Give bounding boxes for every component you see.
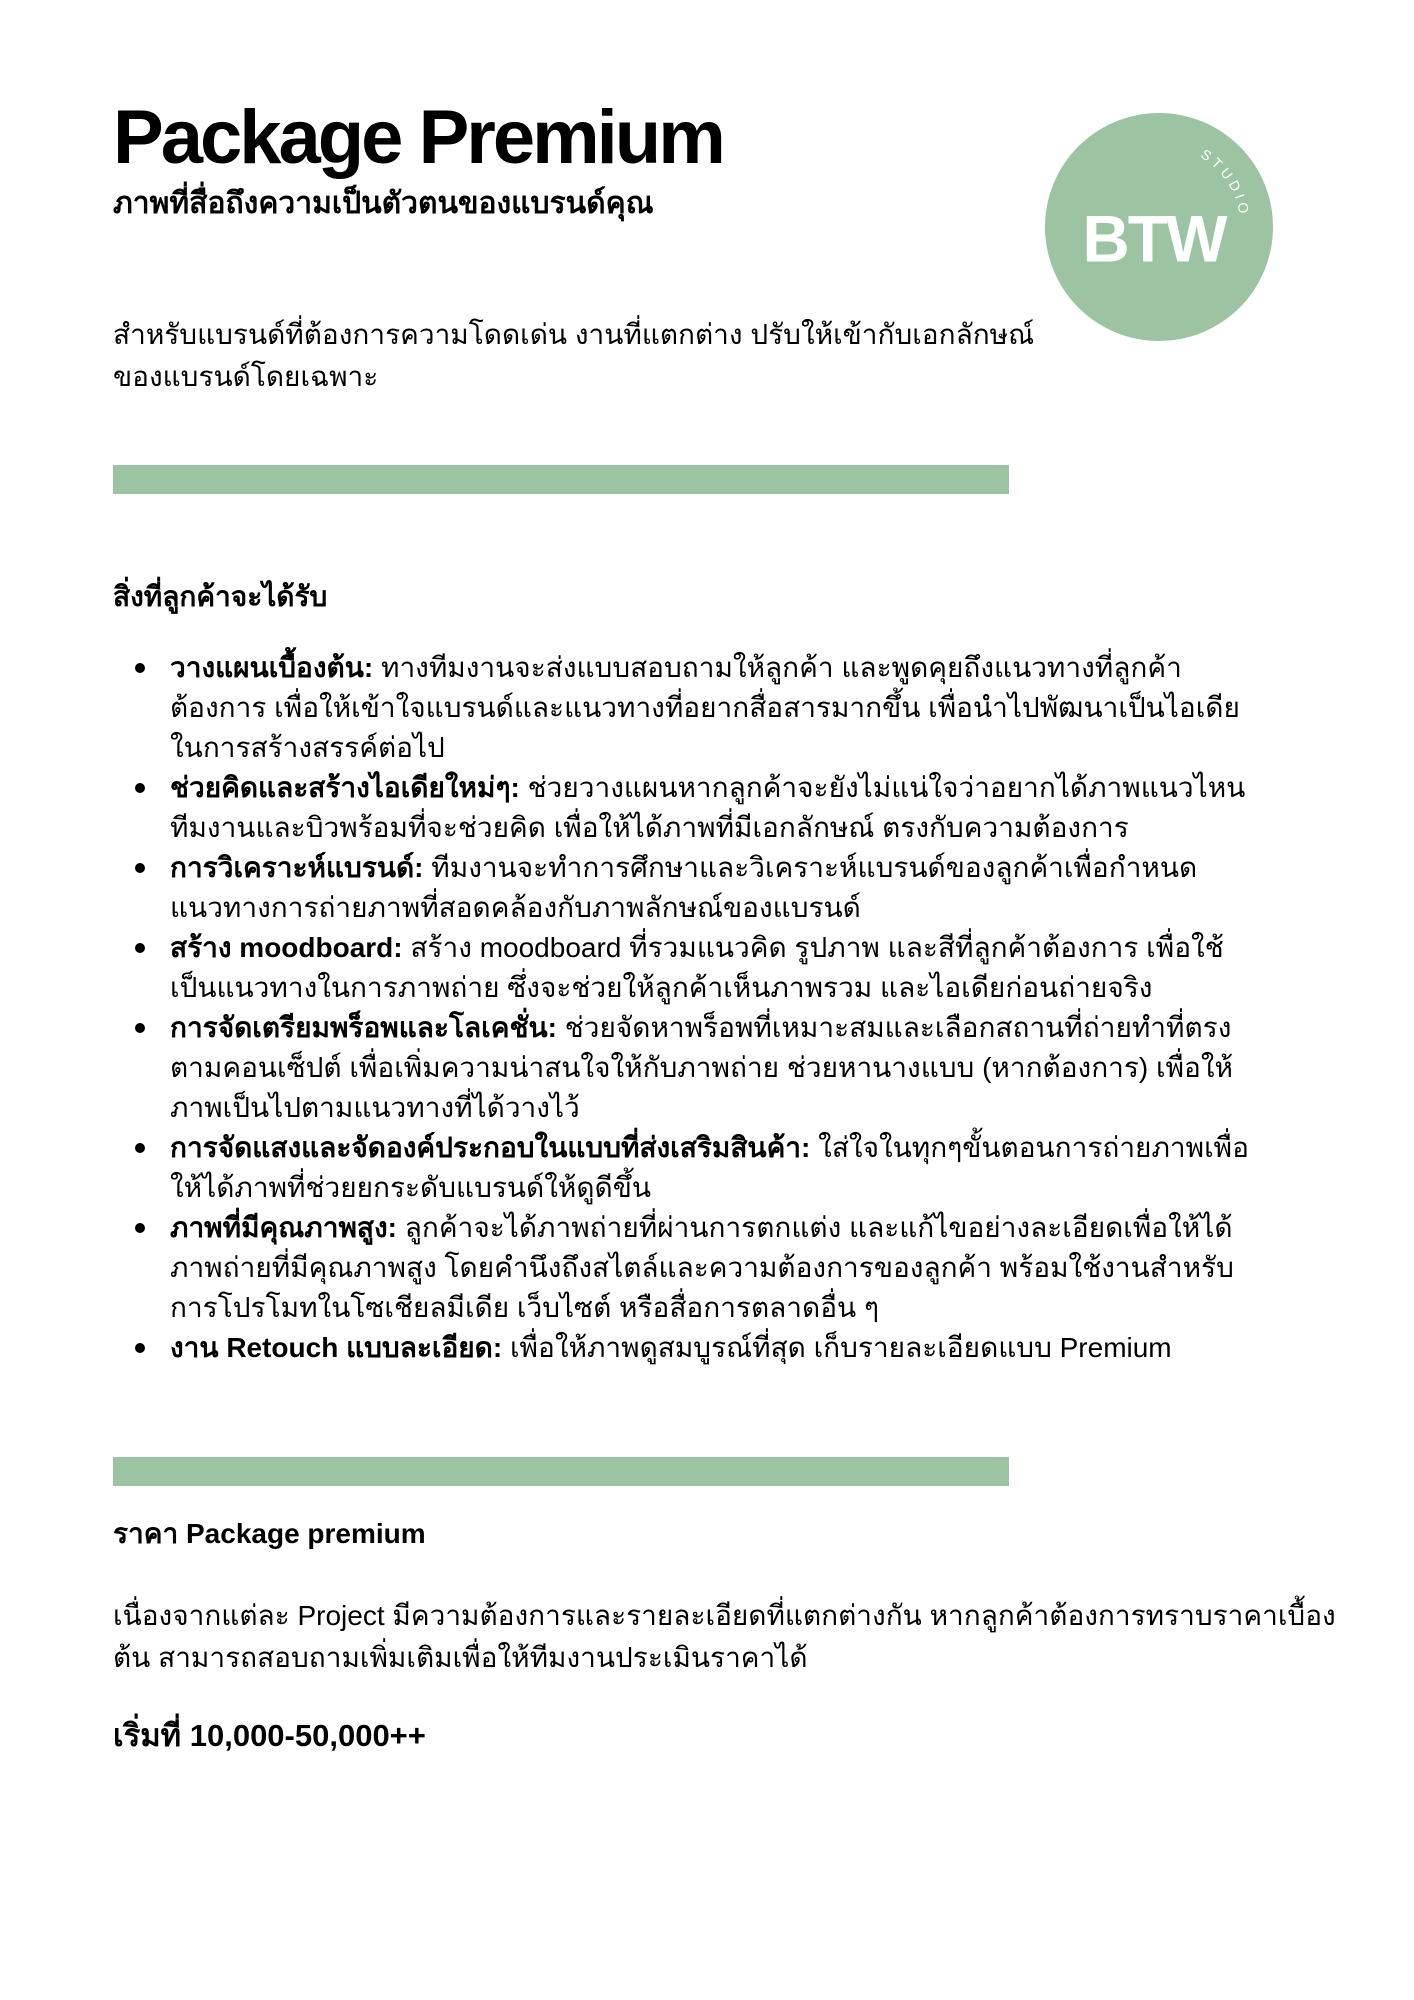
benefits-heading: สิ่งที่ลูกค้าจะได้รับ — [113, 581, 328, 612]
bullet-icon — [135, 663, 145, 673]
benefit-lead: สร้าง moodboard: — [170, 932, 403, 963]
list-item — [113, 928, 1263, 1008]
divider-bar-top — [113, 465, 1009, 494]
logo-monogram: BTW — [1082, 202, 1226, 276]
benefit-text: ใส่ใจในทุกๆขั้นตอนการถ่ายภาพเพื่อให้ได้ภาพที่ช่วยยกระดับแบรนด์ให้ดูดีขึ้น — [170, 1132, 1249, 1203]
bullet-icon — [135, 943, 145, 953]
list-item — [113, 1208, 1263, 1328]
benefit-lead: งาน Retouch แบบละเอียด: — [170, 1332, 503, 1363]
bullet-icon — [135, 1223, 145, 1233]
benefit-text: เพื่อให้ภาพดูสมบูรณ์ที่สุด เก็บรายละเอียดแบบ Premium — [509, 1332, 1172, 1363]
bullet-icon — [135, 863, 145, 873]
benefit-lead: ช่วยคิดและสร้างไอเดียใหม่ๆ: — [170, 772, 520, 803]
benefit-text: ทางทีมงานจะส่งแบบสอบถามให้ลูกค้า และพูดคุยถึงแนวทางที่ลูกค้าต้องการ เพื่อให้เข้าใจแบรนด์และแนวทางที่อยากสื่อสารมากขึ้น เพื่อนำไปพัฒนาเป็นไอเดียในการสร้างสรรค์ต่อไป — [170, 652, 1240, 763]
list-item — [113, 1328, 1263, 1368]
benefit-text: ลูกค้าจะได้ภาพถ่ายที่ผ่านการตกแต่ง และแก้ไขอย่างละเอียดเพื่อให้ได้ภาพถ่ายที่มีคุณภาพสูง โดยคำนึงถึงสไตล์และความต้องการของลูกค้า พร้อมใช้งานสำหรับการโปรโมทในโซเชียลมีเดีย เว็บไซต์ หรือสื่อการตลาดอื่น ๆ — [170, 1212, 1234, 1323]
divider-bar-bottom — [113, 1457, 1009, 1486]
list-item — [113, 1008, 1263, 1128]
benefit-lead: ภาพที่มีคุณภาพสูง: — [170, 1212, 397, 1243]
benefit-text: สร้าง moodboard ที่รวมแนวคิด รูปภาพ และสีที่ลูกค้าต้องการ เพื่อใช้เป็นแนวทางในการภาพถ่าย ซึ่งจะช่วยให้ลูกค้าเห็นภาพรวม และไอเดียก่อนถ่ายจริง — [170, 932, 1224, 1003]
pricing-body: เนื่องจากแต่ละ Project มีความต้องการและรายละเอียดที่แตกต่างกัน หากลูกค้าต้องการทราบราคาเบื้องต้น สามารถสอบถามเพิ่มเติมเพื่อให้ทีมงานประเมินราคาได้ — [113, 1600, 1336, 1673]
logo-arc-label: STUDIO — [1198, 145, 1254, 219]
benefit-text: ทีมงานจะทำการศึกษาและวิเคราะห์แบรนด์ของลูกค้าเพื่อกำหนดแนวทางการถ่ายภาพที่สอดคล้องกับภาพลักษณ์ของแบรนด์ — [170, 852, 1198, 923]
benefit-lead: การวิเคราะห์แบรนด์: — [170, 852, 424, 883]
pricing-heading: ราคา Package premium — [113, 1518, 426, 1549]
bullet-icon — [135, 1023, 145, 1033]
benefit-text: ช่วยจัดหาพร็อพที่เหมาะสมและเลือกสถานที่ถ่ายทำที่ตรงตามคอนเซ็ปต์ เพื่อเพิ่มความน่าสนใจให้กับภาพถ่าย ช่วยหานางแบบ (หากต้องการ) เพื่อให้ภาพเป็นไปตามแนวทางที่ได้วางไว้ — [170, 1012, 1233, 1123]
list-item — [113, 768, 1263, 848]
list-item — [113, 648, 1263, 768]
benefits-list — [113, 648, 1263, 1368]
btw-studio-logo — [1045, 113, 1273, 341]
benefit-lead: การจัดแสงและจัดองค์ประกอบในแบบที่ส่งเสริมสินค้า: — [170, 1132, 811, 1163]
list-item — [113, 848, 1263, 928]
btw-studio-logo-graphic — [1045, 113, 1273, 341]
benefit-lead: วางแผนเบื้องต้น: — [170, 652, 374, 683]
bullet-icon — [135, 1143, 145, 1153]
list-item — [113, 1128, 1263, 1208]
page-title: Package Premium — [113, 95, 723, 180]
benefit-lead: การจัดเตรียมพร็อพและโลเคชั่น: — [170, 1012, 557, 1043]
price-range: เริ่มที่ 10,000-50,000++ — [113, 1718, 426, 1753]
benefit-text: ช่วยวางแผนหากลูกค้าจะยังไม่แน่ใจว่าอยากได้ภาพแนวไหน ทีมงานและบิวพร้อมที่จะช่วยคิด เพื่อให้ได้ภาพที่มีเอกลักษณ์ ตรงกับความต้องการ — [170, 772, 1246, 843]
bullet-icon — [135, 783, 145, 793]
intro-paragraph: สำหรับแบรนด์ที่ต้องการความโดดเด่น งานที่แตกต่าง ปรับให้เข้ากับเอกลักษณ์ของแบรนด์โดยเฉพาะ — [113, 319, 1035, 392]
page-subtitle: ภาพที่สื่อถึงความเป็นตัวตนของแบรนด์คุณ — [113, 187, 654, 220]
bullet-icon — [135, 1343, 145, 1353]
